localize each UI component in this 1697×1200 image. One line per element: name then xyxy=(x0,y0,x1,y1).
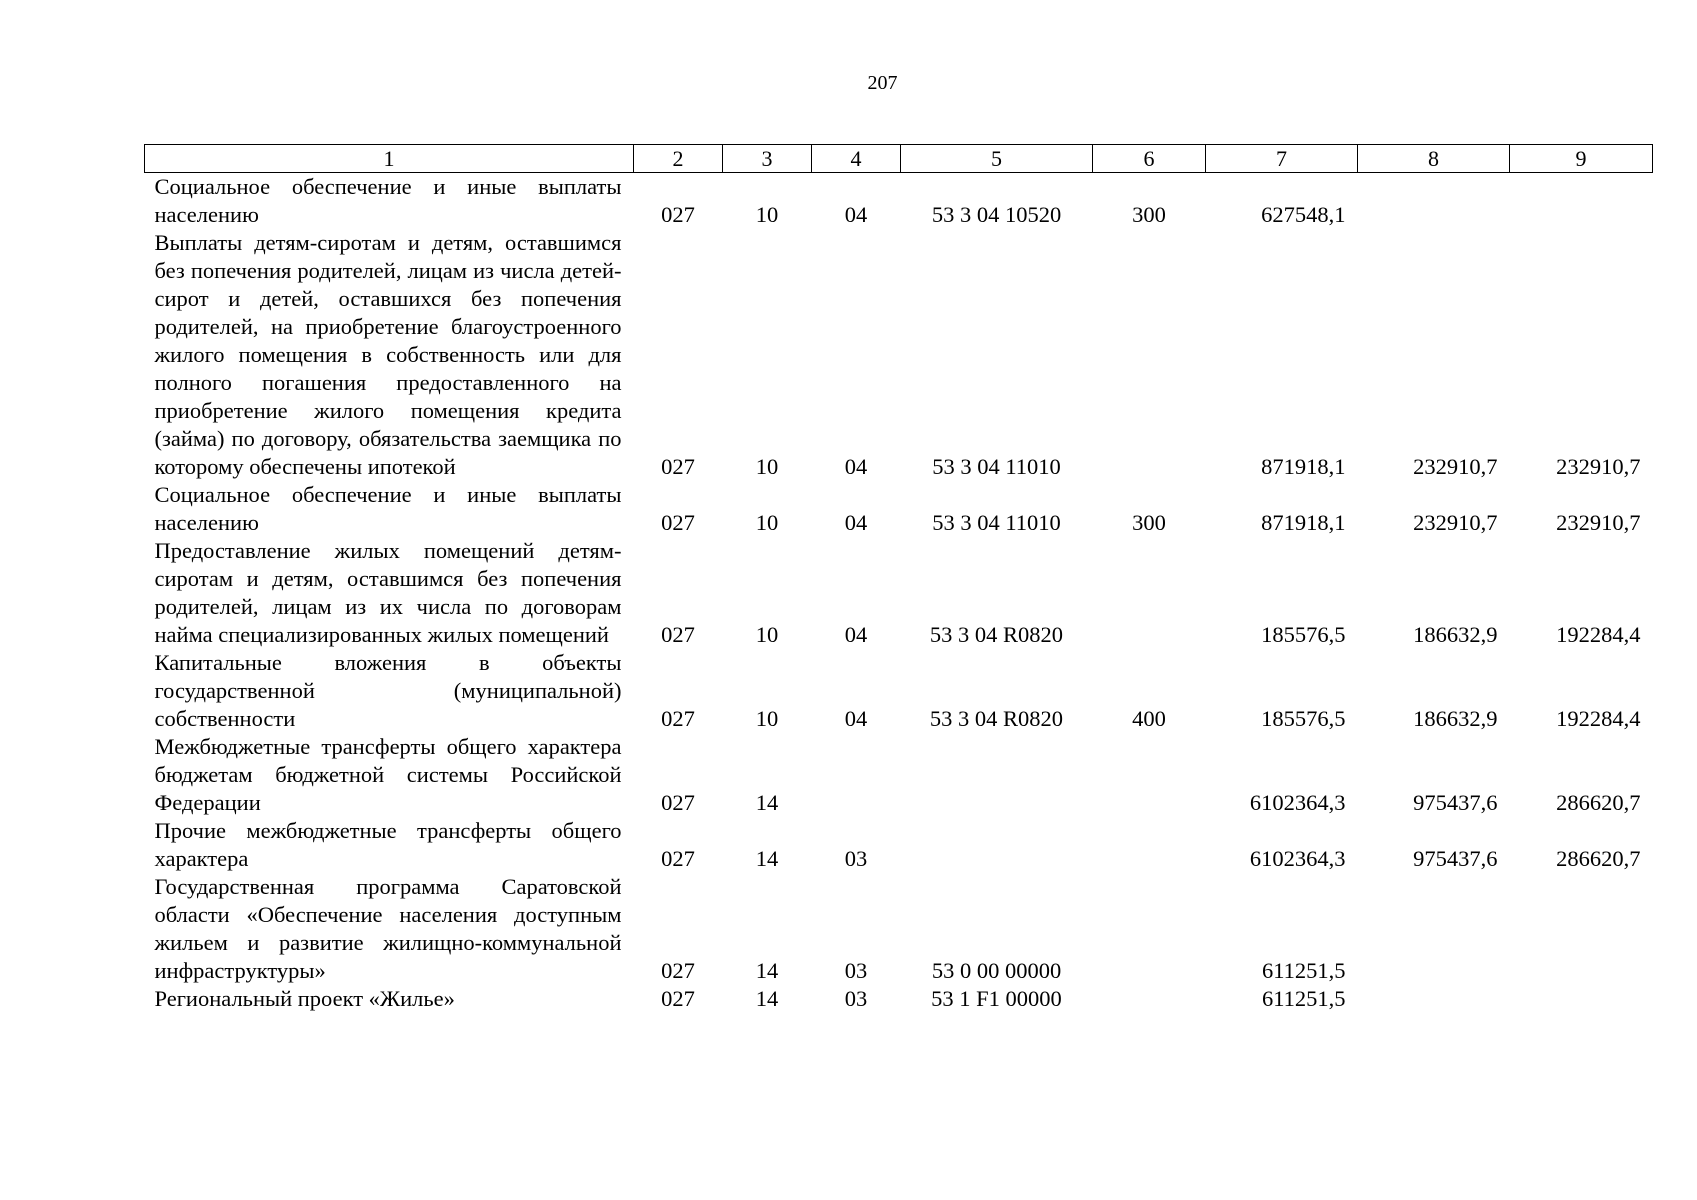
row-amount-year-2 xyxy=(1358,173,1510,230)
row-expense-type xyxy=(1093,873,1206,985)
row-name: Межбюджетные трансферты общего характера бюджетам бюджетной системы Российской Федерации xyxy=(154,734,622,815)
row-amount-year-2: 232910,7 xyxy=(1413,510,1498,535)
row-target-article: 53 3 04 R0820 xyxy=(929,622,1064,647)
row-section: 10 xyxy=(755,706,779,731)
table-row xyxy=(145,537,1653,649)
row-expense-type xyxy=(1093,229,1206,481)
row-amount-year-1: 185576,5 xyxy=(1261,622,1346,647)
row-amount-year-1: 871918,1 xyxy=(1261,454,1346,479)
table-body xyxy=(145,173,1653,1014)
table-row xyxy=(145,173,1653,230)
table-row xyxy=(145,817,1653,873)
table-row xyxy=(145,873,1653,985)
row-amount-year-3 xyxy=(1510,985,1653,1013)
row-section: 14 xyxy=(755,986,779,1011)
row-amount-year-3 xyxy=(1510,873,1653,985)
row-target-article: 53 3 04 10520 xyxy=(931,202,1062,227)
row-expense-type: 400 xyxy=(1132,706,1166,731)
header-col-6: 6 xyxy=(1093,145,1206,173)
row-name: Социальное обеспечение и иные выплаты населению xyxy=(154,482,622,535)
row-amount-year-1: 6102364,3 xyxy=(1249,790,1346,815)
row-section: 10 xyxy=(755,454,779,479)
row-expense-type xyxy=(1093,985,1206,1013)
row-target-article: 53 0 00 00000 xyxy=(931,958,1062,983)
row-amount-year-1: 6102364,3 xyxy=(1249,846,1346,871)
row-amount-year-2: 975437,6 xyxy=(1413,790,1498,815)
row-ministry-code: 027 xyxy=(661,622,695,647)
row-ministry-code: 027 xyxy=(661,790,695,815)
row-name: Социальное обеспечение и иные выплаты населению xyxy=(154,174,622,227)
page-number: 207 xyxy=(867,72,898,94)
row-name: Государственная программа Саратовской области «Обеспечение населения доступным жильем и развитие жилищно-коммунальной инфраструктуры» xyxy=(154,874,622,983)
row-subsection: 04 xyxy=(844,510,868,535)
row-amount-year-1: 611251,5 xyxy=(1261,958,1346,983)
header-col-3: 3 xyxy=(723,145,812,173)
table-row xyxy=(145,985,1653,1013)
row-target-article: 53 3 04 11010 xyxy=(932,510,1061,535)
row-ministry-code: 027 xyxy=(661,846,695,871)
row-target-article: 53 1 F1 00000 xyxy=(931,986,1062,1011)
table-row xyxy=(145,733,1653,817)
row-expense-type: 300 xyxy=(1132,510,1166,535)
row-section: 10 xyxy=(755,202,779,227)
row-ministry-code: 027 xyxy=(661,454,695,479)
header-col-8: 8 xyxy=(1358,145,1510,173)
row-subsection: 03 xyxy=(844,846,868,871)
row-target-article: 53 3 04 R0820 xyxy=(929,706,1064,731)
row-amount-year-1: 627548,1 xyxy=(1261,202,1346,227)
row-amount-year-3: 232910,7 xyxy=(1556,510,1641,535)
budget-table xyxy=(144,144,1653,1013)
row-section: 10 xyxy=(755,510,779,535)
row-ministry-code: 027 xyxy=(661,958,695,983)
row-amount-year-3: 286620,7 xyxy=(1556,846,1641,871)
row-amount-year-2: 232910,7 xyxy=(1413,454,1498,479)
row-target-article xyxy=(901,817,1093,873)
row-name: Предоставление жилых помещений детям-сиротам и детям, оставшимся без попечения родителей, лицам из их числа по договорам найма специализированных жилых помещений xyxy=(154,538,622,647)
row-amount-year-2 xyxy=(1358,985,1510,1013)
row-amount-year-2: 186632,9 xyxy=(1413,622,1498,647)
row-amount-year-3: 232910,7 xyxy=(1556,454,1641,479)
header-col-1: 1 xyxy=(145,145,634,173)
row-section: 14 xyxy=(755,790,779,815)
row-name: Капитальные вложения в объекты государственной (муниципальной) собственности xyxy=(154,650,622,731)
header-col-4: 4 xyxy=(812,145,901,173)
row-subsection xyxy=(812,733,901,817)
row-ministry-code: 027 xyxy=(661,706,695,731)
header-col-5: 5 xyxy=(901,145,1093,173)
row-expense-type xyxy=(1093,537,1206,649)
row-amount-year-3: 286620,7 xyxy=(1556,790,1641,815)
row-subsection: 04 xyxy=(844,202,868,227)
row-name: Выплаты детям-сиротам и детям, оставшимся без попечения родителей, лицам из числа детей-сирот и детей, оставшихся без попечения родителей, на приобретение благоустроенного жилого помещения в собственность или для полного погашения предоставленного на приобретение жилого помещения кредита (займа) по договору, обязательства заемщика по которому обеспечены ипотекой xyxy=(154,230,622,479)
row-amount-year-3: 192284,4 xyxy=(1556,706,1641,731)
row-expense-type: 300 xyxy=(1132,202,1166,227)
row-section: 10 xyxy=(755,622,779,647)
row-target-article xyxy=(901,733,1093,817)
row-section: 14 xyxy=(755,846,779,871)
row-amount-year-3: 192284,4 xyxy=(1556,622,1641,647)
row-subsection: 04 xyxy=(844,706,868,731)
header-col-9: 9 xyxy=(1510,145,1653,173)
row-expense-type xyxy=(1093,817,1206,873)
table-header xyxy=(145,145,1653,173)
row-name: Региональный проект «Жилье» xyxy=(154,986,455,1011)
row-amount-year-2: 186632,9 xyxy=(1413,706,1498,731)
row-subsection: 03 xyxy=(844,958,868,983)
row-amount-year-1: 871918,1 xyxy=(1261,510,1346,535)
header-col-7: 7 xyxy=(1206,145,1358,173)
row-name: Прочие межбюджетные трансферты общего характера xyxy=(154,818,622,871)
row-expense-type xyxy=(1093,733,1206,817)
row-amount-year-2 xyxy=(1358,873,1510,985)
row-ministry-code: 027 xyxy=(661,510,695,535)
header-row xyxy=(145,145,1653,173)
row-section: 14 xyxy=(755,958,779,983)
table-row xyxy=(145,481,1653,537)
row-amount-year-1: 611251,5 xyxy=(1261,986,1346,1011)
row-amount-year-1: 185576,5 xyxy=(1261,706,1346,731)
row-target-article: 53 3 04 11010 xyxy=(932,454,1061,479)
table-row xyxy=(145,649,1653,733)
row-ministry-code: 027 xyxy=(661,202,695,227)
row-ministry-code: 027 xyxy=(661,986,695,1011)
row-subsection: 03 xyxy=(844,986,868,1011)
row-amount-year-2: 975437,6 xyxy=(1413,846,1498,871)
row-subsection: 04 xyxy=(844,622,868,647)
row-subsection: 04 xyxy=(844,454,868,479)
table-row xyxy=(145,229,1653,481)
row-amount-year-3 xyxy=(1510,173,1653,230)
header-col-2: 2 xyxy=(634,145,723,173)
